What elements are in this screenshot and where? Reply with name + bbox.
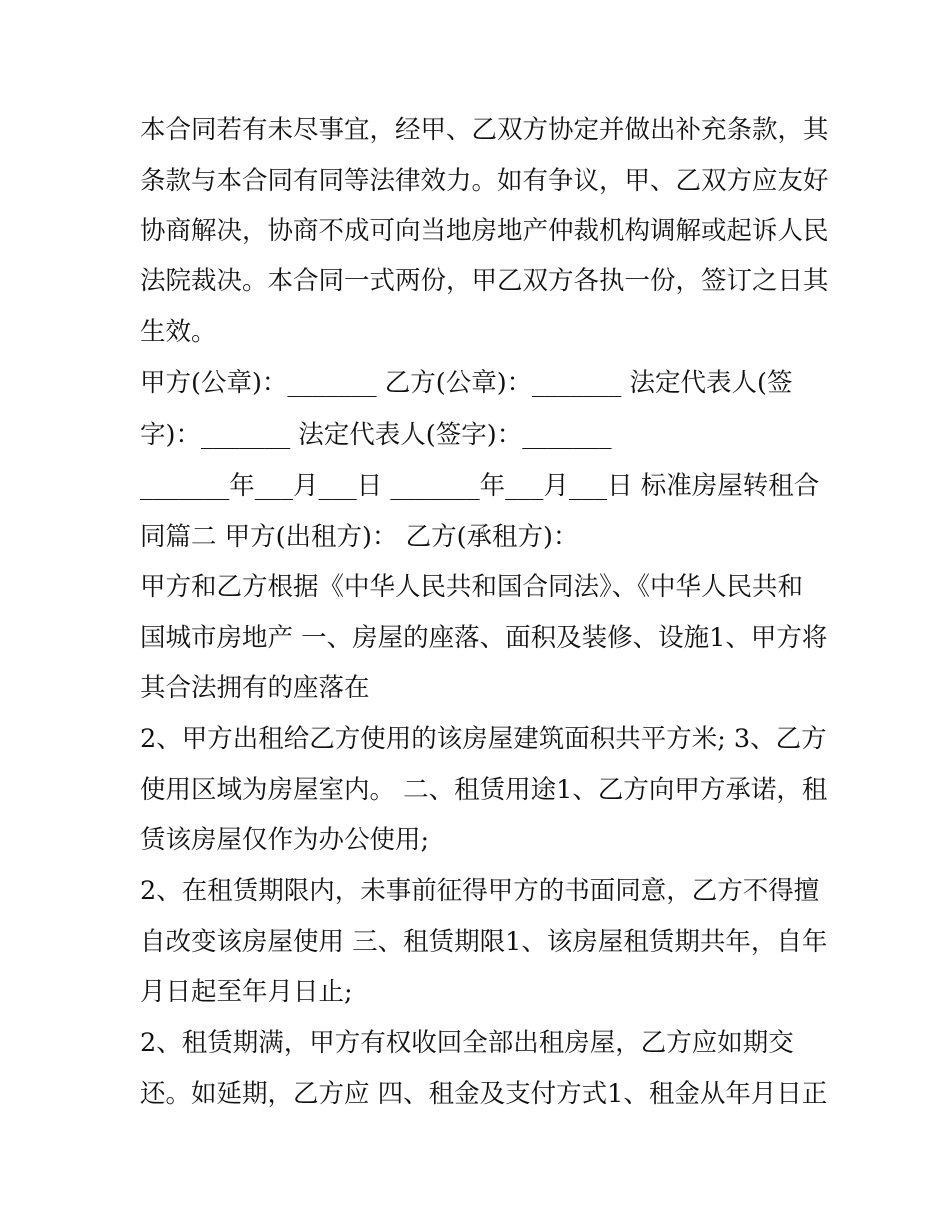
text-line: 2、甲方出租给乙方使用的该房屋建筑面积共平方米; 3、乙方 [140,724,827,754]
text-line: 赁该房屋仅作为办公使用; [140,825,430,855]
text-line: 2、租赁期满，甲方有权收回全部出租房屋，乙方应如期交 [140,1028,794,1058]
text-line: 甲方和乙方根据《中华人民共和国合同法》、《中华人民共和 [140,572,804,602]
text-line: 国城市房地产 一、房屋的座落、面积及装修、设施1、甲方将 [140,623,828,653]
text-line: 同篇二 甲方(出租方)： 乙方(承租方)： [140,522,579,552]
text-line: 字)：_______ 法定代表人(签字)：_______ [140,420,612,450]
text-line: 月日起至年月日止; [140,977,353,1007]
text-line: 自改变该房屋使用 三、租赁期限1、该房屋租赁期共年，自年 [140,927,828,957]
text-line: 甲方(公章)：_______ 乙方(公章)：_______ 法定代表人(签 [140,368,793,398]
text-line: _______年___月___日 _______年___月___日 标准房屋转租合 [140,471,820,501]
text-line: 2、在租赁期限内，未事前征得甲方的书面同意，乙方不得擅 [140,876,820,906]
text-line: 法院裁决。本合同一式两份，甲乙双方各执一份，签订之日其 [140,266,829,296]
text-line: 协商解决，协商不成可向当地房地产仲裁机构调解或起诉人民 [140,216,829,246]
text-line: 本合同若有未尽事宜，经甲、乙双方协定并做出补充条款，其 [140,115,829,145]
text-line: 其合法拥有的座落在 [140,673,370,703]
text-line: 还。如延期，乙方应 四、租金及支付方式1、租金从年月日正 [140,1079,828,1109]
text-line: 生效。 [140,317,217,347]
text-line: 使用区域为房屋室内。 二、租赁用途1、乙方向甲方承诺，租 [140,775,828,805]
text-line: 条款与本合同有同等法律效力。如有争议，甲、乙双方应友好 [140,166,829,196]
